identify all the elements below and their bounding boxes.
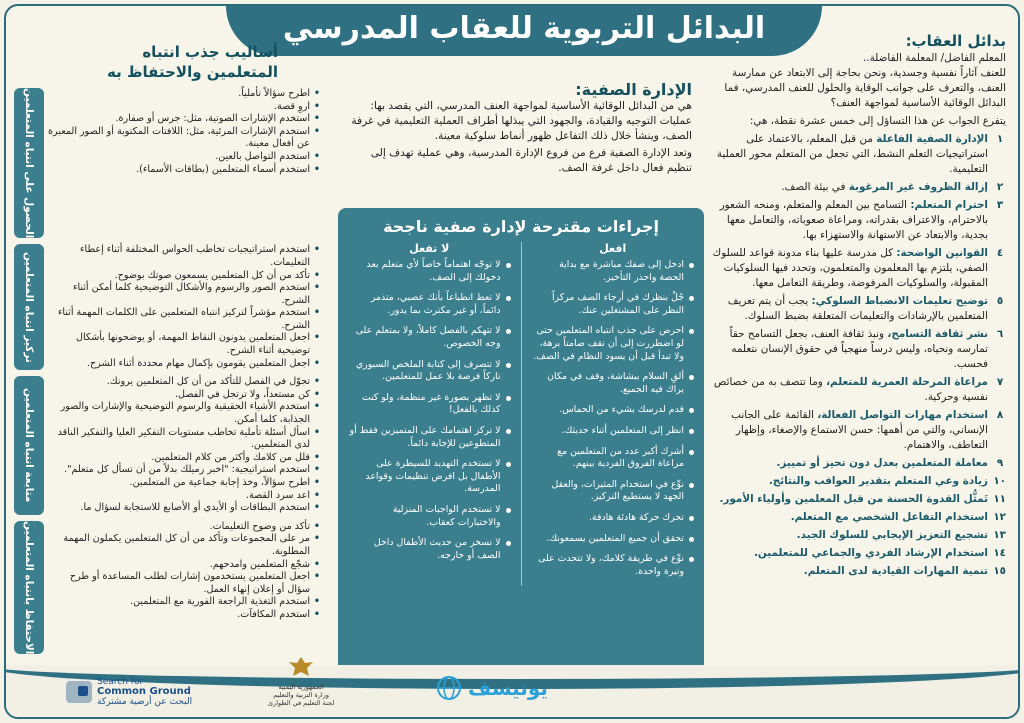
item-text — [706, 294, 988, 324]
band-item: • كن مستعداً، ولا ترتجل في الفصل. — [46, 389, 320, 402]
item-number: ١٣ — [993, 529, 1006, 541]
band-item: • استخدم الإشارات المرئية، مثل: اللافتات المكتوبة أو الصور المعبرة عن أفعال معينة. — [46, 126, 320, 151]
do-item: انظر إلى المتعلمين أثناء حديثك. — [532, 425, 695, 438]
alternatives-section — [706, 34, 1006, 684]
classroom-management-heading: الإدارة الصفية: — [575, 80, 692, 99]
band-item: • تأكد من وضوح التعليمات. — [46, 521, 320, 534]
item-detail: كل مدرسة عليها بناء مدونة قواعد للسلوك الصفي، يلتزم بها المعلمون والمتعلمون، وتحدد فيها السلوكيات المقبولة، والسلوكيات المرفوضة، وطريقة التعامل معها. — [712, 247, 988, 289]
band-item: • اجعل المتعلمين يستخدمون إشارات لطلب المساعدة أو طرح سؤال أو إعلان إنهاء العمل. — [46, 571, 320, 596]
band-item: • اعد سرد القصة. — [46, 490, 320, 503]
item-bold: مراعاة المرحلة العمرية للمتعلم، — [826, 376, 988, 388]
band-item: • استخدم الإشارات الصوتية، مثل: جرس أو صفارة. — [46, 113, 320, 126]
item-text — [781, 180, 988, 195]
item-number: ١٠ — [993, 475, 1006, 487]
dont-list — [348, 259, 511, 562]
item-bold: استخدام التفاعل الشخصي مع المتعلم. — [790, 511, 988, 523]
item-text — [719, 492, 988, 507]
alternative-item — [706, 474, 1006, 489]
sfcg-arabic: البحث عن أرضية مشتركة — [97, 697, 193, 707]
alternative-item — [706, 564, 1006, 579]
item-text — [776, 456, 988, 471]
dont-item: لا تتصرف إلى كتابة الملخص السبوري تاركاً فرصة بلا عمل للمتعلمين. — [348, 359, 511, 384]
dont-item: لا تظهر بصورة غير منظمة، ولو كنت كذلك بالفعل! — [348, 392, 511, 417]
attention-heading-line2: المتعلمين والاحتفاظ به — [107, 63, 278, 81]
attention-bands — [14, 88, 330, 654]
dont-item: لا تعط انطباعاً بأنك عصبي، متذمر دائماً، أو غير مكترث بما يدور. — [348, 292, 511, 317]
item-bold: القوانين الواضحة: — [896, 247, 988, 259]
item-number: ٨ — [996, 409, 1004, 421]
band-item: • اجعل المتعلمين يقومون بإكمال مهام محددة أثناء الشرح. — [46, 358, 320, 371]
item-bold: احترام المتعلم: — [910, 199, 988, 211]
band-tag: الحصول على انتباه المتعلمين — [14, 88, 44, 238]
do-item: أشرك أكبر عدد من المتعلمين مع مراعاة الفروق الفردية بينهم. — [532, 446, 695, 471]
alternative-item — [706, 546, 1006, 561]
band-list — [44, 376, 330, 515]
item-number: ١ — [996, 133, 1004, 145]
alternative-item — [706, 327, 1006, 372]
alternative-item — [706, 132, 1006, 177]
band-item: • قلل من كلامك وأكثر من كلام المتعلمين. — [46, 452, 320, 465]
band-item: • استخدم أسماء المتعلمين (بطاقات الأسماء). — [46, 164, 320, 177]
gov-line1: الجمهورية اليمنية — [278, 683, 324, 691]
attention-band — [14, 244, 330, 370]
do-item: قدم لدرسك بشيء من الحماس. — [532, 404, 695, 417]
item-text — [706, 408, 988, 453]
alternatives-heading: بدائل العقاب: — [905, 32, 1006, 50]
alternative-item — [706, 180, 1006, 195]
do-item: نوِّع في استخدام المثيرات، والعقل الجهد لا يستطيع التركيز. — [532, 479, 695, 504]
item-number: ١١ — [993, 493, 1006, 505]
attention-heading-line1: أساليب جذب انتباه — [142, 43, 278, 61]
sfcg-line2: Common Ground — [97, 686, 191, 697]
alternative-item — [706, 375, 1006, 405]
column-divider — [521, 242, 522, 586]
band-list — [44, 244, 330, 370]
band-item: • استخدم مؤشراً لتركيز انتباه المتعلمين على الكلمات المهمة أثناء الشرح. — [46, 307, 320, 332]
procedures-panel — [338, 208, 704, 696]
item-bold: تنمية المهارات القيادية لدى المتعلم. — [803, 565, 988, 577]
item-bold: تشجيع التعزيز الإيجابي للسلوك الجيد. — [796, 529, 988, 541]
do-header: افعل — [599, 242, 627, 255]
band-item: • تجوّل في الفصل للتأكد من أن كل المتعلمين يرونك. — [46, 376, 320, 389]
band-item: • استخدم استراتيجيات تخاطب الحواس المختلفة أثناء إعطاء التعليمات. — [46, 244, 320, 269]
item-number: ١٤ — [993, 547, 1006, 559]
classroom-management-p1: هي من البدائل الوقائية الأساسية لمواجهة العنف المدرسي، التي يقصد بها: عمليات التوجيه والقيادة، والجهود التي يبذلها أطراف العملية التعليمية في غرفة الصف، وينشأ خلال ذلك التفاعل ظهور أنماط سلوكية معينة. — [351, 100, 692, 142]
band-tag: الاحتفاظ بانتباه المتعلمين — [14, 521, 44, 654]
item-text — [797, 528, 988, 543]
band-item: • اطرح سؤالاً، وخذ إجابة جماعية من المتعلمين. — [46, 477, 320, 490]
band-item: • مر على المجموعات وتأكد من أن كل المتعلمين يكملون المهمة المطلوبة. — [46, 533, 320, 558]
do-item: تحرك حركة هادئة هادفة. — [532, 512, 695, 525]
band-tag: متابعة انتباه المتعلمين — [14, 376, 44, 515]
gov-line2: وزارة التربية والتعليم — [273, 691, 329, 699]
ministry-logo — [268, 654, 334, 707]
band-item: • استخدم التواصل بالعين. — [46, 151, 320, 164]
alternative-item — [706, 408, 1006, 453]
alternative-item — [706, 294, 1006, 324]
attention-band — [14, 521, 330, 654]
do-list — [532, 259, 695, 578]
alternative-item — [706, 528, 1006, 543]
band-item: • استخدم التغذية الراجعة الفورية مع المتعلمين. — [46, 596, 320, 609]
sfcg-line1: Search for — [97, 677, 144, 687]
sfcg-logo — [66, 677, 192, 707]
item-text — [706, 375, 988, 405]
do-item: ألقِ السلام ببشاشة، وقف في مكان يراك فيه الجميع. — [532, 371, 695, 396]
do-item: ادخل إلى صفك مباشرة مع بداية الحصة واحذر التأخير. — [532, 259, 695, 284]
band-tag: تركيز انتباه المتعلمين — [14, 244, 44, 370]
item-bold: إزالة الظروف غير المرغوبة — [848, 181, 988, 193]
item-bold: تَمثُّل القدوة الحسنة من قبل المعلمين وأولياء الأمور. — [719, 493, 988, 505]
band-item: • اروِ قصة. — [46, 101, 320, 114]
classroom-management-section — [338, 64, 704, 684]
attention-section — [14, 42, 330, 662]
band-item: • اطرح سؤالاً تأملياً. — [46, 88, 320, 101]
item-number: ٥ — [996, 295, 1004, 307]
item-number: ٦ — [996, 328, 1004, 340]
do-item: تحقق أن جميع المتعلمين يسمعونك. — [532, 533, 695, 546]
item-text — [706, 327, 988, 372]
band-item: • استخدم الصور والرسوم والأشكال التوضيحية كلما أمكن أثناء الشرح. — [46, 282, 320, 307]
item-number: ٣ — [996, 199, 1004, 211]
classroom-management-p2: وتعد الإدارة الصفية فرع من فروع الإدارة المدرسية، وهي عملية تهدف إلى تنظيم فعال داخل غرفة الصف. — [370, 147, 692, 174]
dont-column — [348, 242, 511, 586]
item-number: ٢ — [996, 181, 1004, 193]
item-detail: يجب أن يتم تعريف المتعلمين بالإرشادات والتعليمات المتعلقة بضبط السلوك. — [727, 295, 988, 322]
alternative-item — [706, 456, 1006, 471]
salutation: المعلم الفاضل/ المعلمة الفاضلة.. — [862, 52, 1006, 64]
item-bold: توضيح تعليمات الانضباط السلوكي: — [811, 295, 988, 307]
do-item: احرص على جذب انتباه المتعلمين حتى لو اضطررت إلى أن تقف صامتاً برهة، ولا تبدأ قبل أن يسود النظام في الصف. — [532, 325, 695, 363]
unicef-logo — [436, 675, 548, 701]
item-detail: وما تتصف به من خصائص نفسية وحركية. — [713, 376, 988, 403]
item-text — [754, 546, 988, 561]
band-item: • شجّع المتعلمين وامدحهم. — [46, 559, 320, 572]
band-item: • تأكد من أن كل المتعلمين يسمعون صوتك بوضوح. — [46, 270, 320, 283]
item-text — [706, 246, 988, 291]
item-bold: معاملة المتعلمين بعدل دون تحيز أو تمييز. — [776, 457, 988, 469]
alternative-item — [706, 198, 1006, 243]
band-list — [44, 88, 330, 238]
band-item: • استخدم المكافآت. — [46, 609, 320, 622]
dont-item: لا تسخر من حديث الأطفال داخل الصف أو خارجه. — [348, 537, 511, 562]
item-text — [769, 474, 988, 489]
do-item: نوِّع في طريقة كلامك، ولا تتحدث على وتيرة واحدة. — [532, 553, 695, 578]
dont-item: لا تستخدم الواجبات المنزلية والاختبارات كعقاب. — [348, 504, 511, 529]
band-item: • اسأل أسئلة تأملية تخاطب مستويات التفكير العليا والتفكير الناقد لدى المتعلمين. — [46, 427, 320, 452]
procedures-title: إجراءات مقترحة لإدارة صفية ناجحة — [383, 217, 659, 236]
dont-item: لا تركز اهتمامك على المتميزين فقط أو المتطوعين للإجابة دائماً. — [348, 425, 511, 450]
band-list — [44, 521, 330, 654]
page-title: البدائل التربوية للعقاب المدرسي — [282, 11, 766, 46]
dont-header: لا تفعل — [409, 242, 450, 255]
item-detail: التسامح بين المعلم والمتعلم، ومنحه الشعور بالاحترام، والاعتراف بقدراته، ومراعاة صعوباته، والتعامل معها بجدية، والابتعاد عن الاستهانة والاستهزاء بها. — [719, 199, 988, 241]
attention-band — [14, 376, 330, 515]
item-bold: زيادة وعي المتعلم بتقدير العواقب والنتائج. — [768, 475, 988, 487]
item-number: ١٥ — [993, 565, 1006, 577]
item-text — [706, 132, 988, 177]
item-detail: في بيئة الصف. — [781, 181, 846, 193]
do-item: جُلْ بنظرك في أرجاء الصف مركزاً النظر على المشتغلين عنك. — [532, 292, 695, 317]
poster — [4, 4, 1020, 719]
item-text — [791, 510, 988, 525]
band-item: • استخدم الأشياء الحقيقية والرسوم التوضيحية والإشارات والصور الجذابة، كلما أمكن. — [46, 401, 320, 426]
item-number: ٧ — [996, 376, 1004, 388]
item-bold: الإدارة الصفية الفاعلة — [876, 133, 988, 145]
answer-intro: يتفرع الجواب عن هذا التساؤل إلى خمس عشرة نقطة، هي: — [749, 115, 1006, 127]
item-detail: القائمة على الجانب الإنساني، والتي من أهمها: حسن الاستماع والإصغاء، وإظهار التعاطف، والاهتمام. — [731, 409, 988, 451]
alternative-item — [706, 510, 1006, 525]
item-number: ٤ — [996, 247, 1004, 259]
unicef-globe-icon — [436, 675, 462, 701]
alternatives-list — [706, 132, 1006, 579]
item-bold: استخدام الإرشاد الفردي والجماعي للمتعلمين. — [753, 547, 988, 559]
sfcg-mark-icon — [66, 681, 92, 703]
item-text — [804, 564, 988, 579]
unicef-text: يونيسف — [468, 676, 548, 700]
item-detail: ونبذ ثقافة العنف، بجعل التسامح حقاً تمارسه ونحياه، وليس درساً منهجياً في حقوق الإنسان نتعلمه فحسب. — [729, 328, 988, 370]
item-bold: نشر ثقافة التسامح، — [887, 328, 988, 340]
band-item: • اجعل المتعلمين يدونون النقاط المهمة، أو يوضحونها بأشكال توضيحية أثناء الشرح. — [46, 332, 320, 357]
footer — [6, 665, 1020, 717]
item-bold: استخدام مهارات التواصل الفعالة، — [817, 409, 988, 421]
band-item: • استخدم البطاقات أو الأيدي أو الأصابع للاستجابة لسؤال ما. — [46, 502, 320, 515]
dont-item: لا توجّه اهتماماً خاصاً لأي متعلم بعد دخولك إلى الصف. — [348, 259, 511, 284]
alternative-item — [706, 246, 1006, 291]
gov-line3: لجنة التعليم في الطوارئ — [268, 699, 335, 707]
intro-text: للعنف آثاراً نفسية وجسدية، ونحن بحاجة إلى الابتعاد عن ممارسة العنف، والتعرف على جوانب الوقاية والحلول للعنف المدرسي، فما البدائل الوقائية الأساسية لمواجهة العنف؟ — [724, 67, 1006, 109]
alternative-item — [706, 492, 1006, 507]
item-detail: من قبل المعلم، بالاعتماد على استراتيجيات التعلم النشط، التي تجعل من المتعلم محور العملية التعليمية. — [716, 133, 988, 175]
eagle-emblem-icon — [286, 654, 316, 682]
band-item: • استخدم استراتيجية: "اخبر زميلك بدلاً من أن تسأل كل متعلم". — [46, 464, 320, 477]
dont-item: لا تتهكم بالفصل كاملاً، ولا بمتعلم على وجه الخصوص. — [348, 325, 511, 350]
item-number: ٩ — [996, 457, 1004, 469]
item-number: ١٢ — [993, 511, 1006, 523]
dont-item: لا تستخدم التهديد للسيطرة على الأطفال بل افرض تنظيمات وقواعد المدرسة. — [348, 458, 511, 496]
item-text — [706, 198, 988, 243]
do-column — [532, 242, 695, 586]
attention-band — [14, 88, 330, 238]
